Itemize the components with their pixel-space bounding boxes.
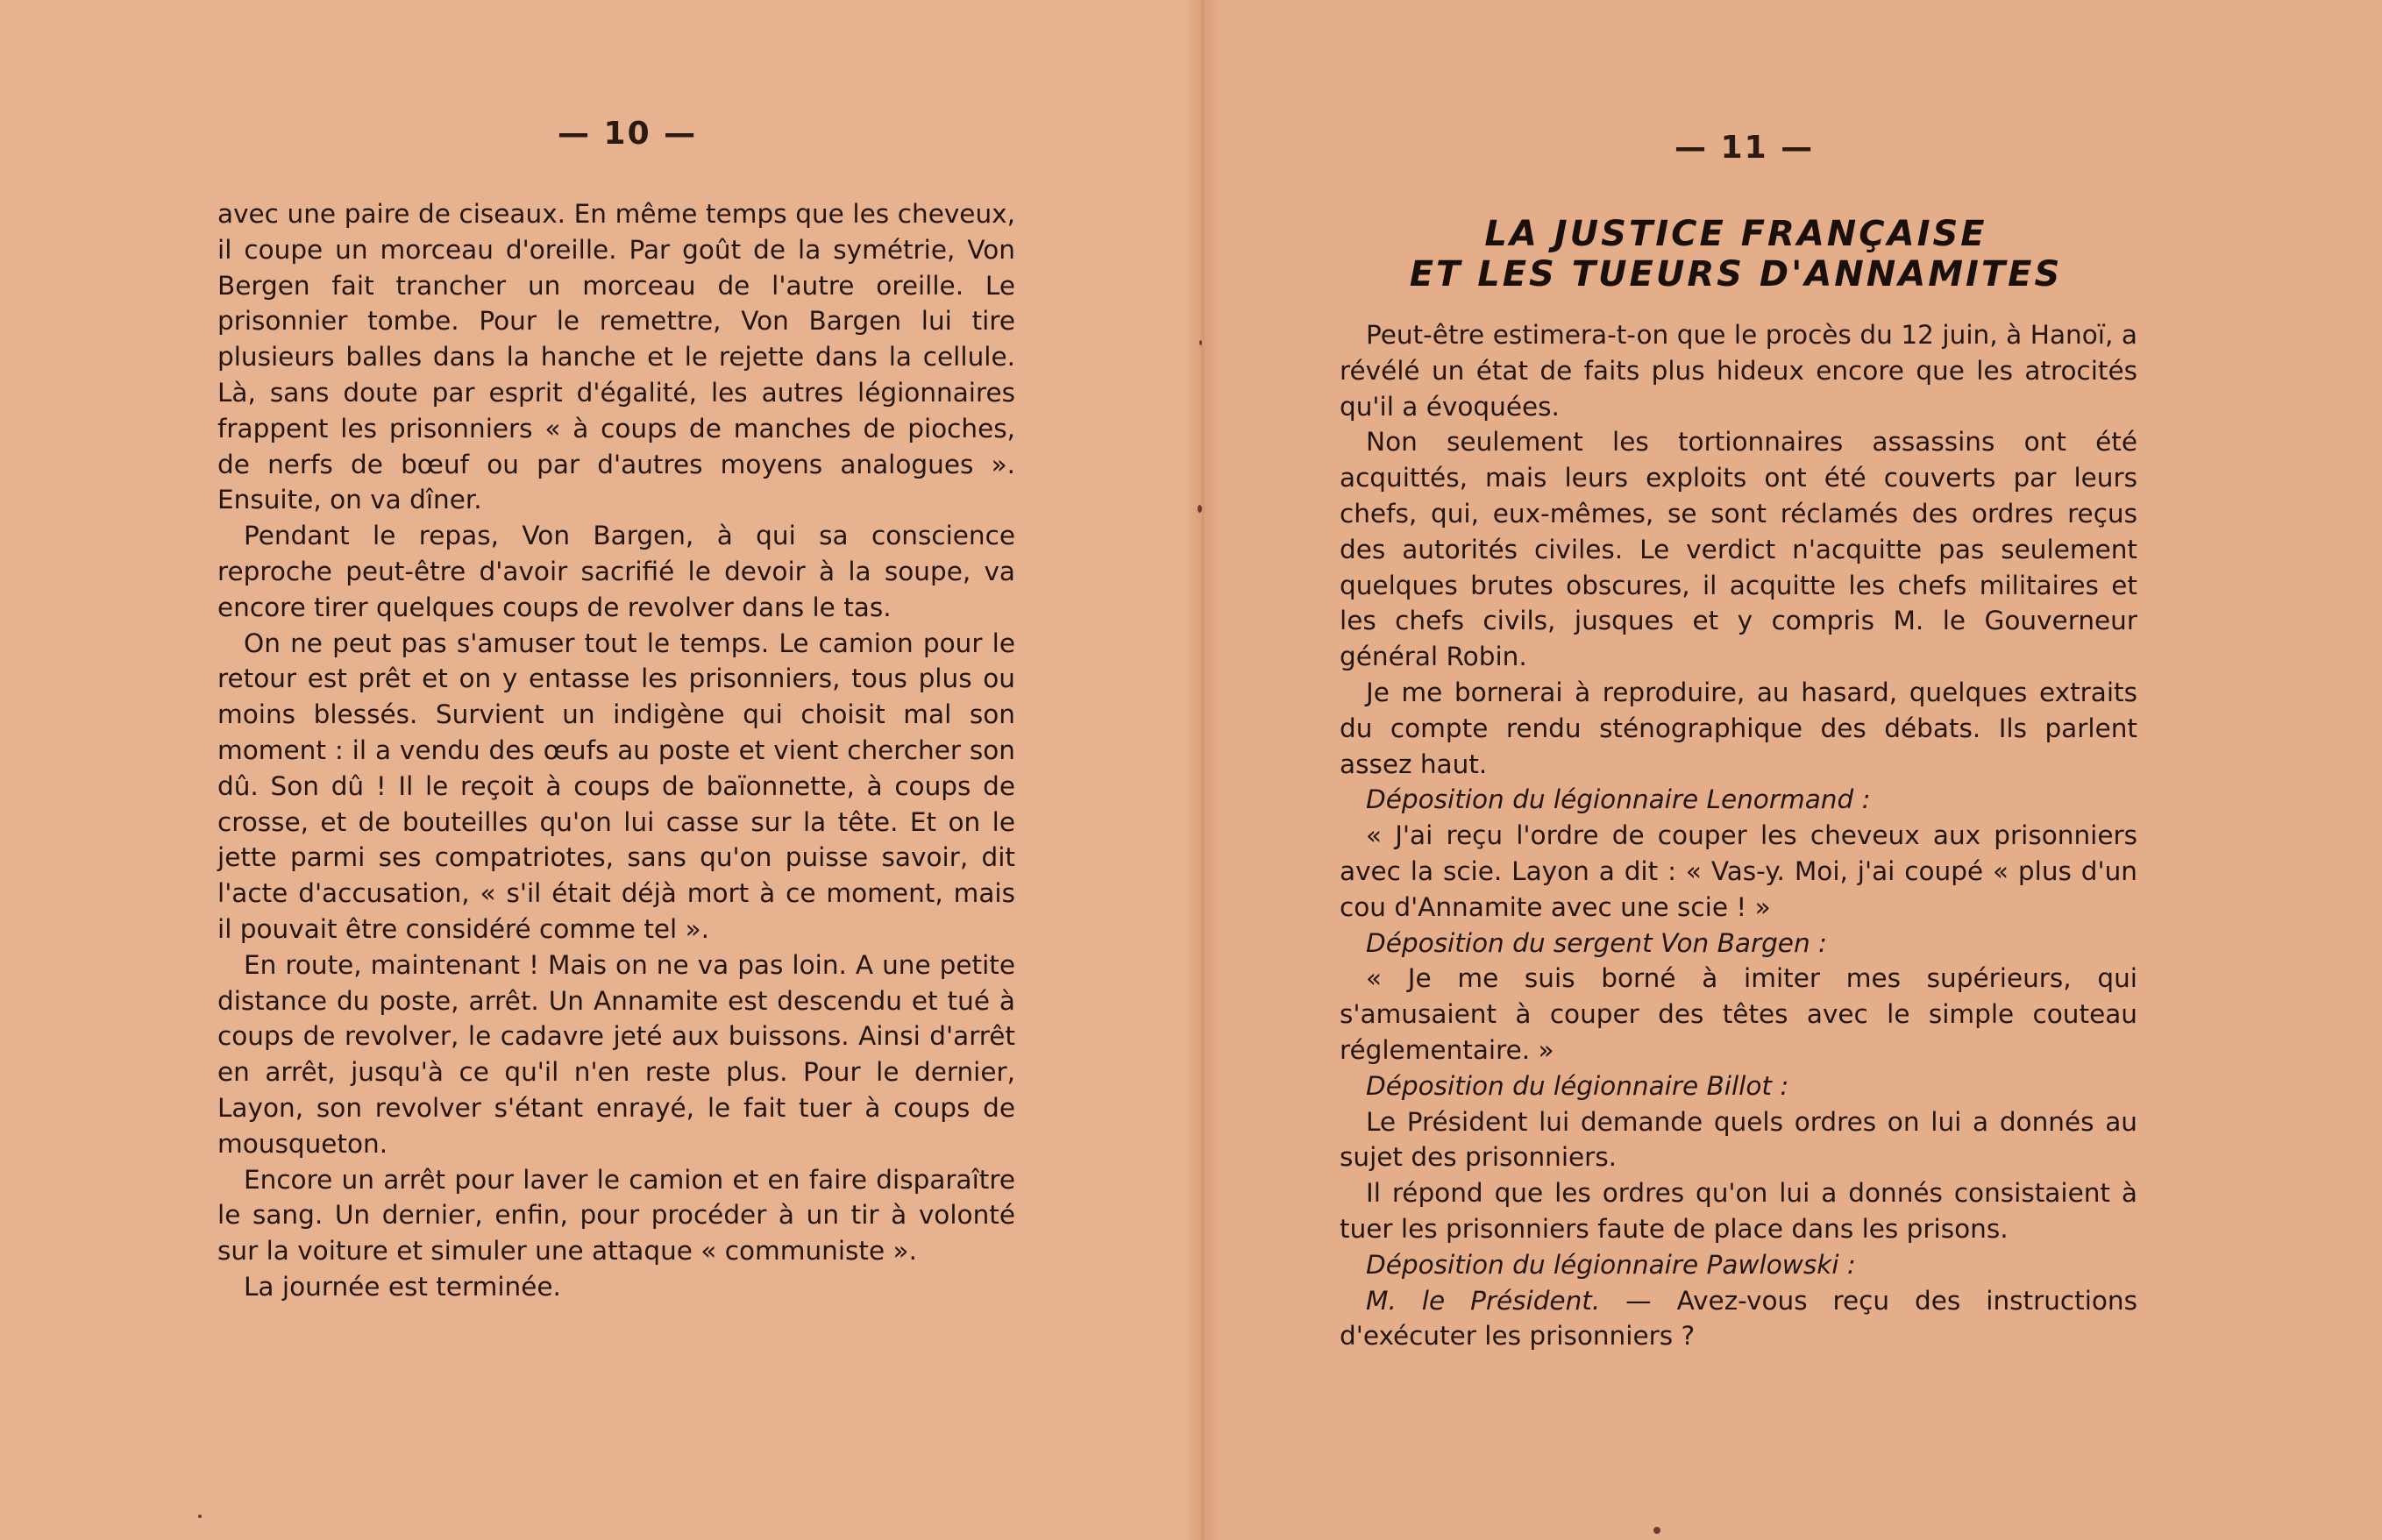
speaker-label: M. le Président. bbox=[1366, 1285, 1601, 1316]
paragraph: Je me bornerai à reproduire, au hasard, quelques extraits du compte rendu sténographique des débats. Ils parlent assez haut. bbox=[1340, 677, 2137, 779]
dialogue-paragraph bbox=[1340, 1283, 2137, 1355]
page-number-right: — 11 — bbox=[1675, 130, 1815, 166]
deposition-heading: Déposition du sergent Von Bargen : bbox=[1366, 927, 1827, 958]
paragraph: Le Président lui demande quels ordres on lui a donnés au sujet des prisonniers. bbox=[1340, 1106, 2137, 1173]
paragraph: « J'ai reçu l'ordre de couper les cheveux aux prisonniers avec la scie. Layon a dit : « Vas-y. Moi, j'ai coupé « plus d'un cou d'Annamite avec une scie ! » bbox=[1340, 820, 2137, 922]
paragraph: En route, maintenant ! Mais on ne va pas loin. A une petite distance du poste, arrêt. Un Annamite est descendu et tué à coups de revolver, le cadavre jeté aux buissons. Ainsi d'arrêt en arrêt, jusqu'à ce qu'il n'en reste plus. Pour le dernier, Layon, son revolver s'étant enrayé, le fait tuer à coups de mousqueton. bbox=[217, 949, 1015, 1159]
left-page-body bbox=[217, 196, 1015, 1305]
paper-speck bbox=[1653, 1527, 1660, 1534]
book-gutter bbox=[1185, 0, 1220, 1540]
paragraph: Encore un arrêt pour laver le camion et en faire disparaître le sang. Un dernier, enfin, pour procéder à un tir à volonté sur la voiture et simuler une attaque « communiste ». bbox=[217, 1164, 1015, 1267]
chapter-title-line-2: ET LES TUEURS D'ANNAMITES bbox=[1409, 254, 2063, 295]
deposition-heading: Déposition du légionnaire Lenormand : bbox=[1366, 784, 1871, 815]
paragraph: « Je me suis borné à imiter mes supérieurs, qui s'amusaient à couper des têtes avec le simple couteau réglementaire. » bbox=[1340, 963, 2137, 1065]
paragraph: Peut-être estimera-t-on que le procès du 12 juin, à Hanoï, a révélé un état de faits plus hideux encore que les atrocités qu'il a évoquées. bbox=[1340, 320, 2137, 422]
deposition-heading: Déposition du légionnaire Pawlowski : bbox=[1366, 1249, 1856, 1280]
paragraph: Il répond que les ordres qu'on lui a donnés consistaient à tuer les prisonniers faute de place dans les prisons. bbox=[1340, 1178, 2137, 1244]
paragraph: On ne peut pas s'amuser tout le temps. Le camion pour le retour est prêt et on y entasse les prisonniers, tous plus ou moins blessés. Survient un indigène qui choisit mal son moment : il a vendu des œufs au poste et vient chercher son dû. Son dû ! Il le reçoit à coups de baïonnette, à coups de crosse, et de bouteilles qu'on lui casse sur la tête. Et on le jette parmi ses compatriotes, sans qu'on puisse savoir, dit l'acte d'accusation, « s'il était déjà mort à ce moment, mais il pouvait être considéré comme tel ». bbox=[217, 628, 1015, 944]
deposition-heading: Déposition du légionnaire Billot : bbox=[1366, 1070, 1789, 1101]
chapter-title-line-1: LA JUSTICE FRANÇAISE bbox=[1484, 214, 1987, 254]
paragraph: Non seulement les tortionnaires assassins ont été acquittés, mais leurs exploits ont été couverts par leurs chefs, qui, eux-mêmes, se sont réclamés des ordres reçus des autorités civiles. Le verdict n'acquitte pas seulement quelques brutes obscures, il acquitte les chefs militaires et les chefs civils, jusques et y compris M. le Gouverneur général Robin. bbox=[1340, 427, 2137, 672]
paragraph: La journée est terminée. bbox=[244, 1271, 561, 1302]
page-number-left: — 10 — bbox=[558, 116, 698, 152]
dialogue-text: — Avez-vous reçu des instructions d'exécuter les prisonniers ? bbox=[1340, 1285, 2137, 1352]
paragraph: avec une paire de ciseaux. En même temps que les cheveux, il coupe un morceau d'oreille. Par goût de la symétrie, Von Bergen fait trancher un morceau de l'autre oreille. Le prisonnier tombe. Pour le remettre, Von Bargen lui tire plusieurs balles dans la hanche et le rejette dans la cellule. Là, sans doute par esprit d'égalité, les autres légionnaires frappent les prisonniers « à coups de manches de pioches, de nerfs de bœuf ou par d'autres moyens analogues ». Ensuite, on va dîner. bbox=[217, 199, 1015, 515]
paper-speck bbox=[1199, 340, 1202, 345]
paragraph: Pendant le repas, Von Bargen, à qui sa conscience reproche peut-être d'avoir sacrifié le devoir à la soupe, va encore tirer quelques coups de revolver dans le tas. bbox=[217, 521, 1015, 622]
right-page-body bbox=[1340, 317, 2137, 1354]
paper-speck bbox=[198, 1515, 202, 1518]
paper-speck bbox=[1198, 505, 1202, 513]
